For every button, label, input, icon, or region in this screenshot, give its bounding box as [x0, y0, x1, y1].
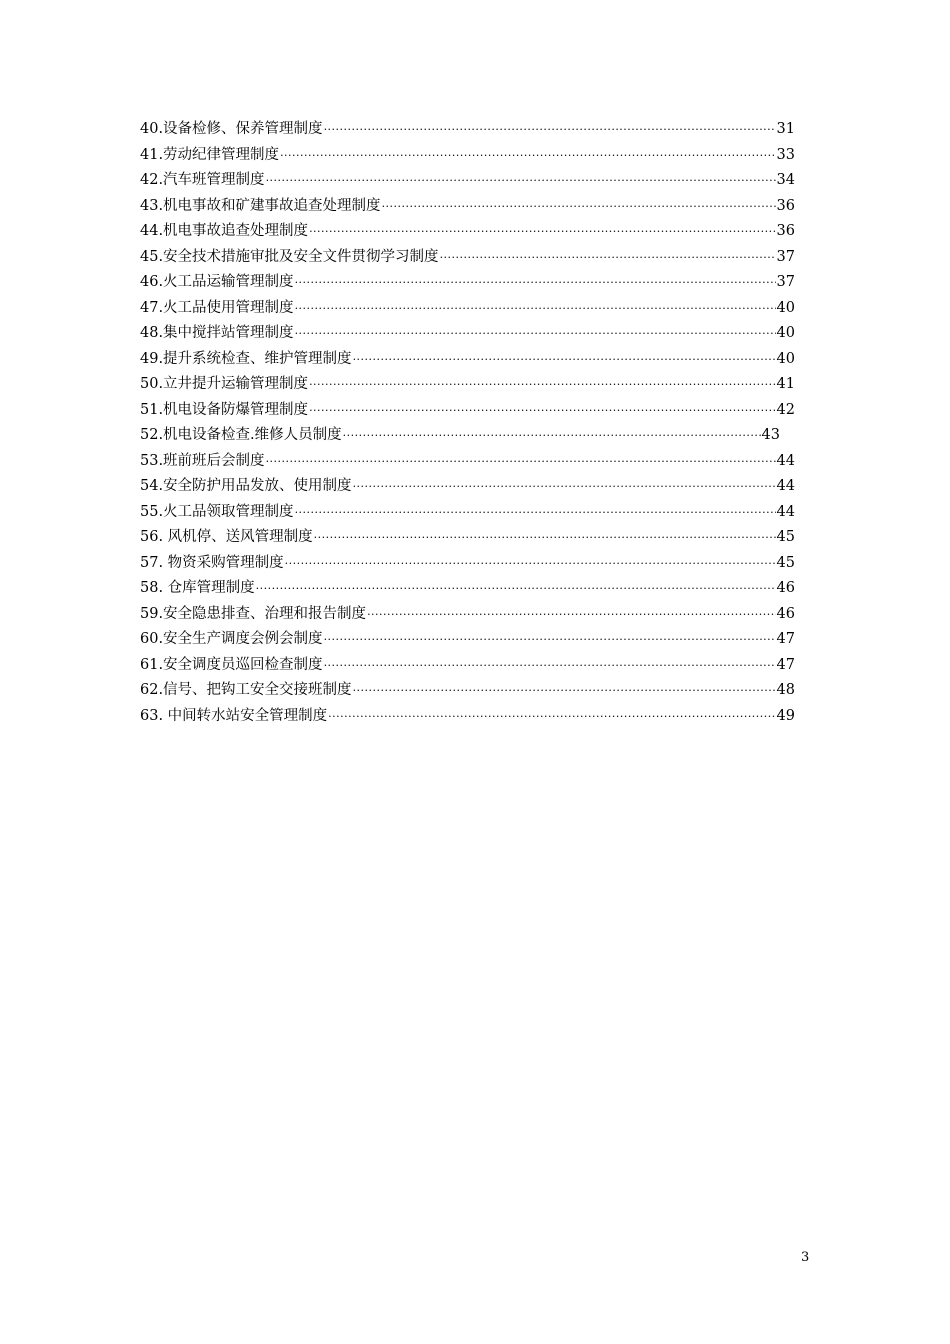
dot-leader	[295, 500, 776, 526]
toc-entry-title: 43.机电事故和矿建事故追查处理制度	[140, 197, 381, 214]
toc-entry-title: 57. 物资采购管理制度	[140, 554, 284, 571]
toc-entry[interactable]	[140, 423, 780, 449]
toc-entry[interactable]	[140, 245, 795, 271]
toc-entry[interactable]	[140, 194, 795, 220]
toc-entry-title: 40.设备检修、保养管理制度	[140, 121, 323, 137]
toc-entry-page: 44	[776, 503, 795, 520]
dot-leader	[353, 474, 776, 500]
toc-entry-page: 45	[776, 554, 795, 571]
toc-entry-title: 48.集中搅拌站管理制度	[140, 325, 294, 341]
toc-entry-page: 40	[776, 299, 795, 316]
toc-entry[interactable]	[140, 653, 795, 679]
toc-entry-page: 45	[776, 529, 795, 545]
toc-entry-page: 36	[776, 223, 795, 239]
toc-entry[interactable]	[140, 474, 795, 500]
toc-entry-page: 33	[776, 146, 795, 163]
toc-entry-title: 50.立井提升运输管理制度	[140, 376, 309, 392]
dot-leader	[266, 168, 776, 194]
dot-leader	[280, 143, 775, 169]
dot-leader	[324, 117, 776, 143]
toc-entry[interactable]	[140, 321, 795, 347]
dot-leader	[324, 653, 776, 679]
toc-entry-title: 46.火工品运输管理制度	[140, 274, 294, 290]
toc-entry-page: 36	[776, 197, 795, 214]
toc-entry-title: 56. 风机停、送风管理制度	[140, 529, 313, 545]
dot-leader	[285, 551, 776, 577]
toc-entry[interactable]	[140, 551, 795, 577]
toc-entry-page: 37	[776, 274, 795, 290]
toc-entry[interactable]	[140, 372, 795, 398]
toc-entry-page: 47	[776, 656, 795, 673]
dot-leader	[309, 372, 775, 398]
toc-entry-page: 49	[776, 707, 795, 724]
toc-entry[interactable]	[140, 678, 795, 704]
toc-entry-title: 54.安全防护用品发放、使用制度	[140, 478, 352, 494]
toc-entry-title: 61.安全调度员巡回检查制度	[140, 656, 323, 673]
dot-leader	[295, 321, 776, 347]
dot-leader	[353, 678, 776, 704]
toc-entry-title: 62.信号、把钩工安全交接班制度	[140, 682, 352, 698]
toc-entry-page: 44	[776, 478, 795, 494]
toc-entry[interactable]	[140, 398, 795, 424]
toc-entry-page: 48	[776, 682, 795, 698]
toc-entry-page: 34	[776, 172, 795, 188]
dot-leader	[367, 602, 775, 628]
dot-leader	[324, 627, 776, 653]
toc-entry-title: 58. 仓库管理制度	[140, 580, 255, 596]
toc-entry-page: 46	[776, 605, 795, 622]
toc-entry-page: 31	[776, 121, 795, 137]
toc-entry[interactable]	[140, 270, 795, 296]
toc-entry-title: 63. 中间转水站安全管理制度	[140, 707, 328, 724]
dot-leader	[343, 423, 761, 449]
toc-entry[interactable]	[140, 449, 795, 475]
dot-leader	[295, 270, 776, 296]
dot-leader	[314, 525, 776, 551]
toc-entry[interactable]	[140, 576, 795, 602]
toc-entry-title: 41.劳动纪律管理制度	[140, 146, 280, 163]
toc-entry-page: 42	[776, 401, 795, 418]
table-of-contents	[140, 117, 795, 729]
toc-entry-page: 46	[776, 580, 795, 596]
dot-leader	[328, 704, 775, 730]
dot-leader	[382, 194, 776, 220]
toc-entry-title: 51.机电设备防爆管理制度	[140, 401, 309, 418]
dot-leader	[295, 296, 776, 322]
toc-entry[interactable]	[140, 525, 795, 551]
toc-entry-title: 52.机电设备检查.维修人员制度	[140, 427, 342, 443]
toc-entry[interactable]	[140, 602, 795, 628]
toc-entry[interactable]	[140, 143, 795, 169]
toc-entry-page: 47	[776, 631, 795, 647]
toc-entry[interactable]	[140, 500, 795, 526]
dot-leader	[256, 576, 776, 602]
dot-leader	[309, 219, 775, 245]
dot-leader	[440, 245, 776, 271]
toc-entry[interactable]	[140, 704, 795, 730]
dot-leader	[266, 449, 776, 475]
toc-entry[interactable]	[140, 117, 795, 143]
toc-entry[interactable]	[140, 168, 795, 194]
toc-entry-title: 60.安全生产调度会例会制度	[140, 631, 323, 647]
toc-entry[interactable]	[140, 627, 795, 653]
toc-entry-title: 44.机电事故追查处理制度	[140, 223, 309, 239]
toc-entry-page: 44	[776, 452, 795, 469]
toc-entry[interactable]	[140, 219, 795, 245]
page-number: 3	[801, 1250, 810, 1265]
toc-entry-title: 53.班前班后会制度	[140, 452, 265, 469]
toc-entry-page: 40	[776, 350, 795, 367]
dot-leader	[353, 347, 776, 373]
toc-entry-title: 49.提升系统检查、维护管理制度	[140, 350, 352, 367]
toc-entry-page: 41	[776, 376, 795, 392]
toc-entry-title: 47.火工品使用管理制度	[140, 299, 294, 316]
toc-entry[interactable]	[140, 347, 795, 373]
toc-entry-page: 43	[761, 427, 780, 443]
toc-entry-page: 40	[776, 325, 795, 341]
toc-entry-title: 45.安全技术措施审批及安全文件贯彻学习制度	[140, 248, 439, 265]
toc-entry-title: 59.安全隐患排查、治理和报告制度	[140, 605, 367, 622]
toc-entry-page: 37	[776, 248, 795, 265]
toc-entry-title: 55.火工品领取管理制度	[140, 503, 294, 520]
toc-entry[interactable]	[140, 296, 795, 322]
toc-entry-title: 42.汽车班管理制度	[140, 172, 265, 188]
dot-leader	[309, 398, 775, 424]
